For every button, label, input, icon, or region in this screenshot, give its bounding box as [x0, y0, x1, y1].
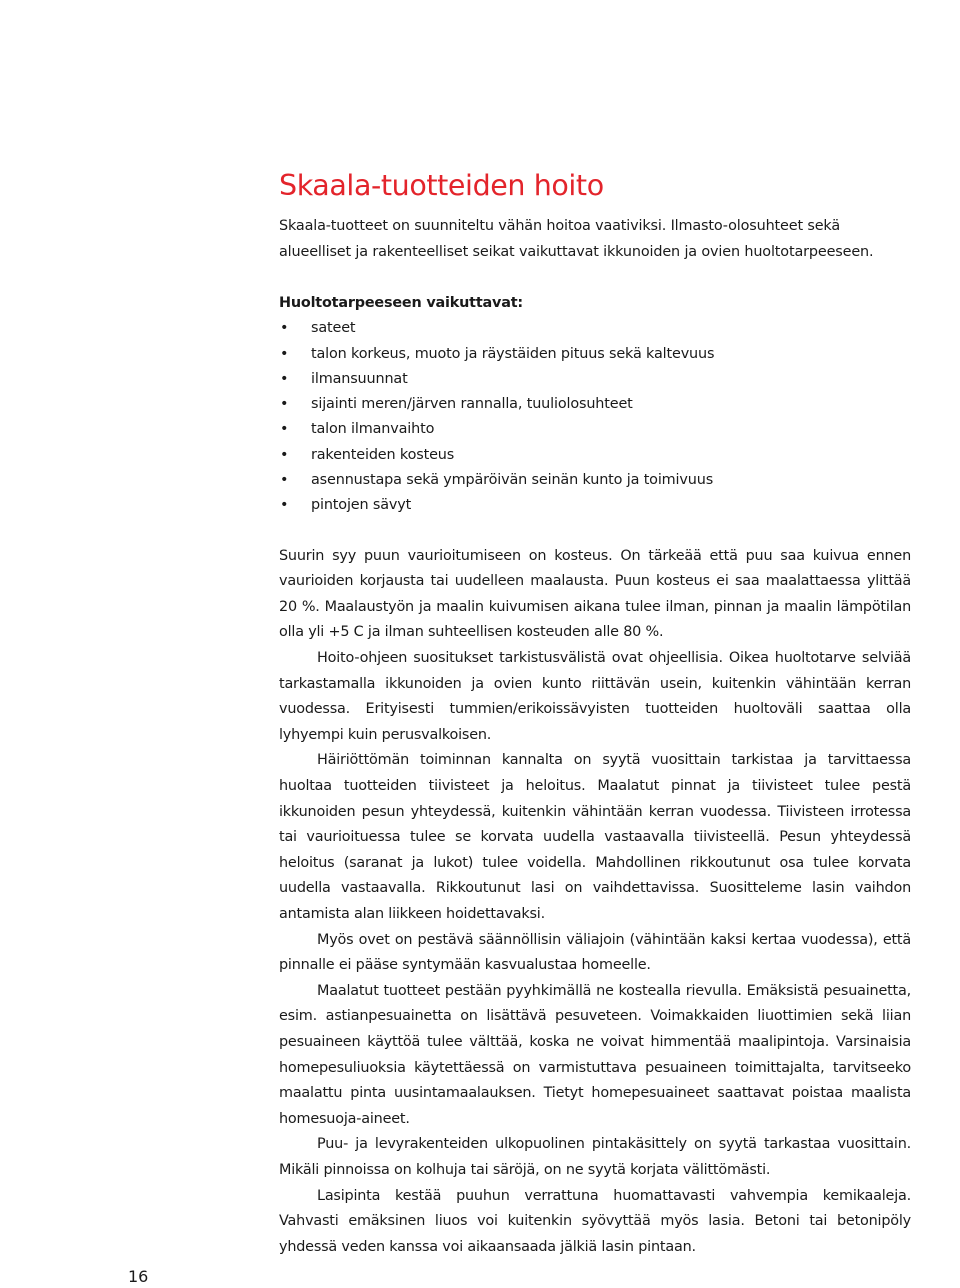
bullet-icon: •: [280, 320, 289, 337]
list-item: [279, 367, 911, 392]
list-item-text: ilmansuunnat: [311, 370, 408, 387]
body-text: [279, 544, 911, 1261]
page-content: [279, 164, 911, 1260]
body-paragraph: Maalatut tuotteet pestään pyyhkimällä ne kostealla rievulla. Emäksistä pesuainetta, esim. astianpesuainetta on lisättävä pesuveteen. Voimakkaiden liuottimien sekä liian pesuaineen käyttöä tulee välttää, koska ne voivat himmentää maalipintoja. Varsinaisia homepesuliuoksia käytettäessä on varmistuttava pesuaineen toimittajalta, tarvitseeko maalattu pinta uusintamaalauksen. Tietyt homepesuaineet saattavat poistaa maalista homesuoja-aineet.: [279, 982, 911, 1127]
body-paragraph: Häiriöttömän toiminnan kannalta on syytä vuosittain tarkistaa ja tarvittaessa huoltaa tuotteiden tiivisteet ja heloitus. Maalatut pinnat ja tiivisteet tulee pestä ikkunoiden pesun yhteydessä, kuitenkin vähintään kerran vuodessa. Tiivisteen irrotessa tai vaurioituessa tulee se korvata uudella vastaavalla tiivisteellä. Pesun yhteydessä heloitus (saranat ja lukot) tulee voidella. Mahdollinen rikkoutunut osa tulee korvata uudella vastaavalla. Rikkoutunut lasi on vaihdettavissa. Suositteleme lasin vaihdon antamista alan liikkeen hoidettavaksi.: [279, 752, 911, 922]
list-item-text: asennustapa sekä ympäröivän seinän kunto ja toimivuus: [311, 472, 714, 489]
list-item: [279, 316, 911, 341]
bullet-icon: •: [280, 421, 289, 438]
body-paragraph: Puu- ja levyrakenteiden ulkopuolinen pintakäsittely on syytä tarkastaa vuosittain. Mikäli pinnoissa on kolhuja tai säröjä, on ne syytä korjata välittömästi.: [279, 1136, 911, 1178]
bullet-icon: •: [280, 345, 289, 362]
list-item: [279, 443, 911, 468]
list-item: [279, 493, 911, 518]
bullet-icon: •: [280, 472, 289, 489]
factors-heading: Huoltotarpeeseen vaikuttavat:: [279, 295, 523, 311]
list-item: [279, 417, 911, 442]
bullet-icon: •: [280, 396, 289, 413]
list-item-text: pintojen sävyt: [311, 497, 412, 514]
body-paragraph: Suurin syy puun vaurioitumiseen on kosteus. On tärkeää että puu saa kuivua ennen vaurioiden korjausta tai uudelleen maalausta. Puun kosteus ei saa maalattaessa ylittää 20 %. Maalaustyön ja maalin kuivumisen aikana tulee ilman, pinnan ja maalin lämpötilan olla yli +5 C ja ilman suhteellisen kosteuden alle 80 %.: [279, 547, 911, 641]
bullet-icon: •: [280, 446, 289, 463]
body-paragraph: Hoito-ohjeen suositukset tarkistusvälistä ovat ohjeellisia. Oikea huoltotarve selviää tarkastamalla ikkunoiden ja ovien kunto riittävän usein, kuitenkin vähintään kerran vuodessa. Erityisesti tummien/erikoissävyisten tuotteiden huoltoväli saattaa olla lyhyempi kuin perusvalkoisen.: [279, 650, 911, 743]
page-number: 16: [128, 1267, 149, 1286]
list-item: [279, 392, 911, 417]
list-item-text: sateet: [311, 320, 356, 337]
list-item-text: rakenteiden kosteus: [311, 446, 455, 463]
factors-list: [279, 316, 911, 518]
intro-paragraph: Skaala-tuotteet on suunniteltu vähän hoitoa vaativiksi. Ilmasto-olosuhteet sekä alueelliset ja rakenteelliset seikat vaikuttavat ikkunoiden ja ovien huoltotarpeeseen.: [279, 218, 874, 260]
list-item-text: talon ilmanvaihto: [311, 421, 435, 438]
list-item-text: talon korkeus, muoto ja räystäiden pituus sekä kaltevuus: [311, 345, 715, 362]
bullet-icon: •: [280, 497, 289, 514]
bullet-icon: •: [280, 370, 289, 387]
body-paragraph: Lasipinta kestää puuhun verrattuna huomattavasti vahvempia kemikaaleja. Vahvasti emäksinen liuos voi kuitenkin syövyttää myös lasia. Betoni tai betonipöly yhdessä veden kanssa voi aikaansaada jälkiä lasin pintaan.: [279, 1187, 911, 1255]
body-paragraph: Myös ovet on pestävä säännöllisin väliajoin (vähintään kaksi kertaa vuodessa), että pinnalle ei pääse syntymään kasvualustaa homeelle.: [279, 931, 911, 974]
list-item: [279, 468, 911, 493]
list-item-text: sijainti meren/järven rannalla, tuuliolosuhteet: [311, 396, 633, 413]
list-item: [279, 342, 911, 367]
page-title: Skaala-tuotteiden hoito: [279, 169, 604, 202]
